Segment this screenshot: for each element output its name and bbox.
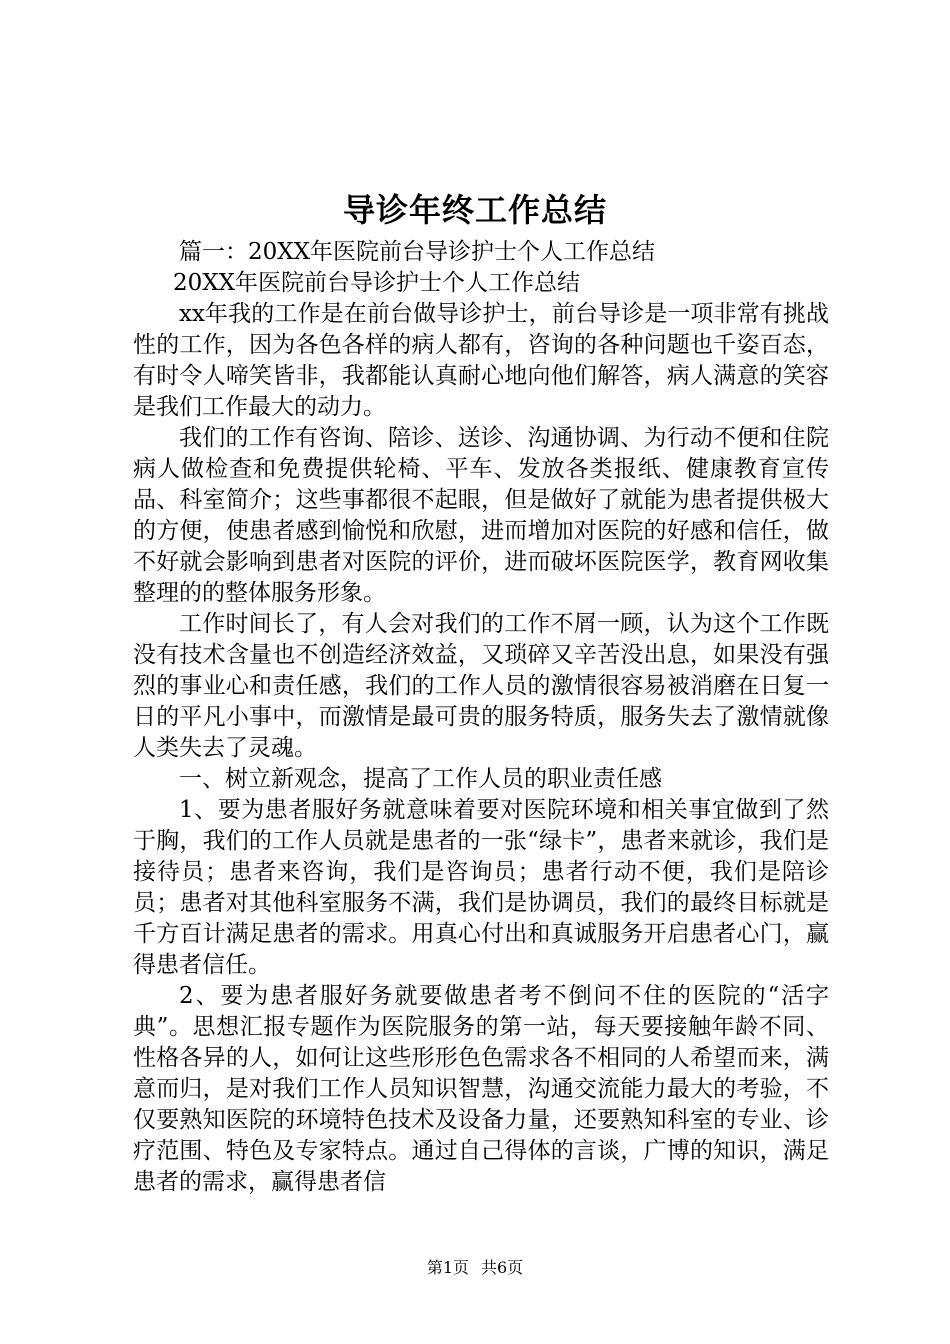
document-body (133, 237, 829, 1198)
paragraph: 1、要为患者服好务就意味着要对医院环境和相关事宜做到了然于胸，我们的工作人员就是患者的一张“绿卡”，患者来就诊，我们是接待员；患者来咨询，我们是咨询员；患者行动不便，我们是陪诊员；患者对其他科室服务不满，我们是协调员，我们的最终目标就是千方百计满足患者的需求。用真心付出和真诚服务开启患者心门，赢得患者信任。 (133, 797, 829, 978)
paragraph: xx年我的工作是在前台做导诊护士，前台导诊是一项非常有挑战性的工作，因为各色各样的病人都有，咨询的各种问题也千姿百态，有时令人啼笑皆非，我都能认真耐心地向他们解答，病人满意的笑容是我们工作最大的动力。 (133, 301, 829, 420)
paragraph: 2、要为患者服好务就要做患者考不倒问不住的医院的“活字典”。思想汇报专题作为医院服务的第一站，每天要接触年龄不同、性格各异的人，如何让这些形形色色需求各不相同的人希望而来，满意而归，是对我们工作人员知识智慧，沟通交流能力最大的考验，不仅要熟知医院的环境特色技术及设备力量，还要熟知科室的专业、诊疗范围、特色及专家特点。通过自己得体的言谈，广博的知识，满足患者的需求，赢得患者信 (133, 983, 829, 1195)
document-title: 导诊年终工作总结 (342, 191, 607, 229)
paragraph-article-heading: 篇一：20XX年医院前台导诊护士个人工作总结 (179, 239, 656, 265)
paragraph: 我们的工作有咨询、陪诊、送诊、沟通协调、为行动不便和住院病人做检查和免费提供轮椅、平车、发放各类报纸、健康教育宣传品、科室简介；这些事都很不起眼，但是做好了就能为患者提供极大的方便，使患者感到愉悦和欣慰，进而增加对医院的好感和信任，做不好就会影响到患者对医院的评价，进而破坏医院医学，教育网收集整理的的整体服务形象。 (133, 425, 829, 606)
page-number: 第1页 (426, 1258, 469, 1277)
paragraph-subtitle: 20XX年医院前台导诊护士个人工作总结 (173, 270, 581, 296)
section-heading: 一、树立新观念，提高了工作人员的职业责任感 (179, 766, 662, 792)
paragraph: 工作时间长了，有人会对我们的工作不屑一顾，认为这个工作既没有技术含量也不创造经济效益，又琐碎又辛苦没出息，如果没有强烈的事业心和责任感，我们的工作人员的激情很容易被消磨在日复一日的平凡小事中，而激情是最可贵的服务特质，服务失去了激情就像人类失去了灵魂。 (133, 611, 829, 761)
page-total: 共6页 (481, 1258, 524, 1277)
page-footer (0, 1255, 950, 1278)
